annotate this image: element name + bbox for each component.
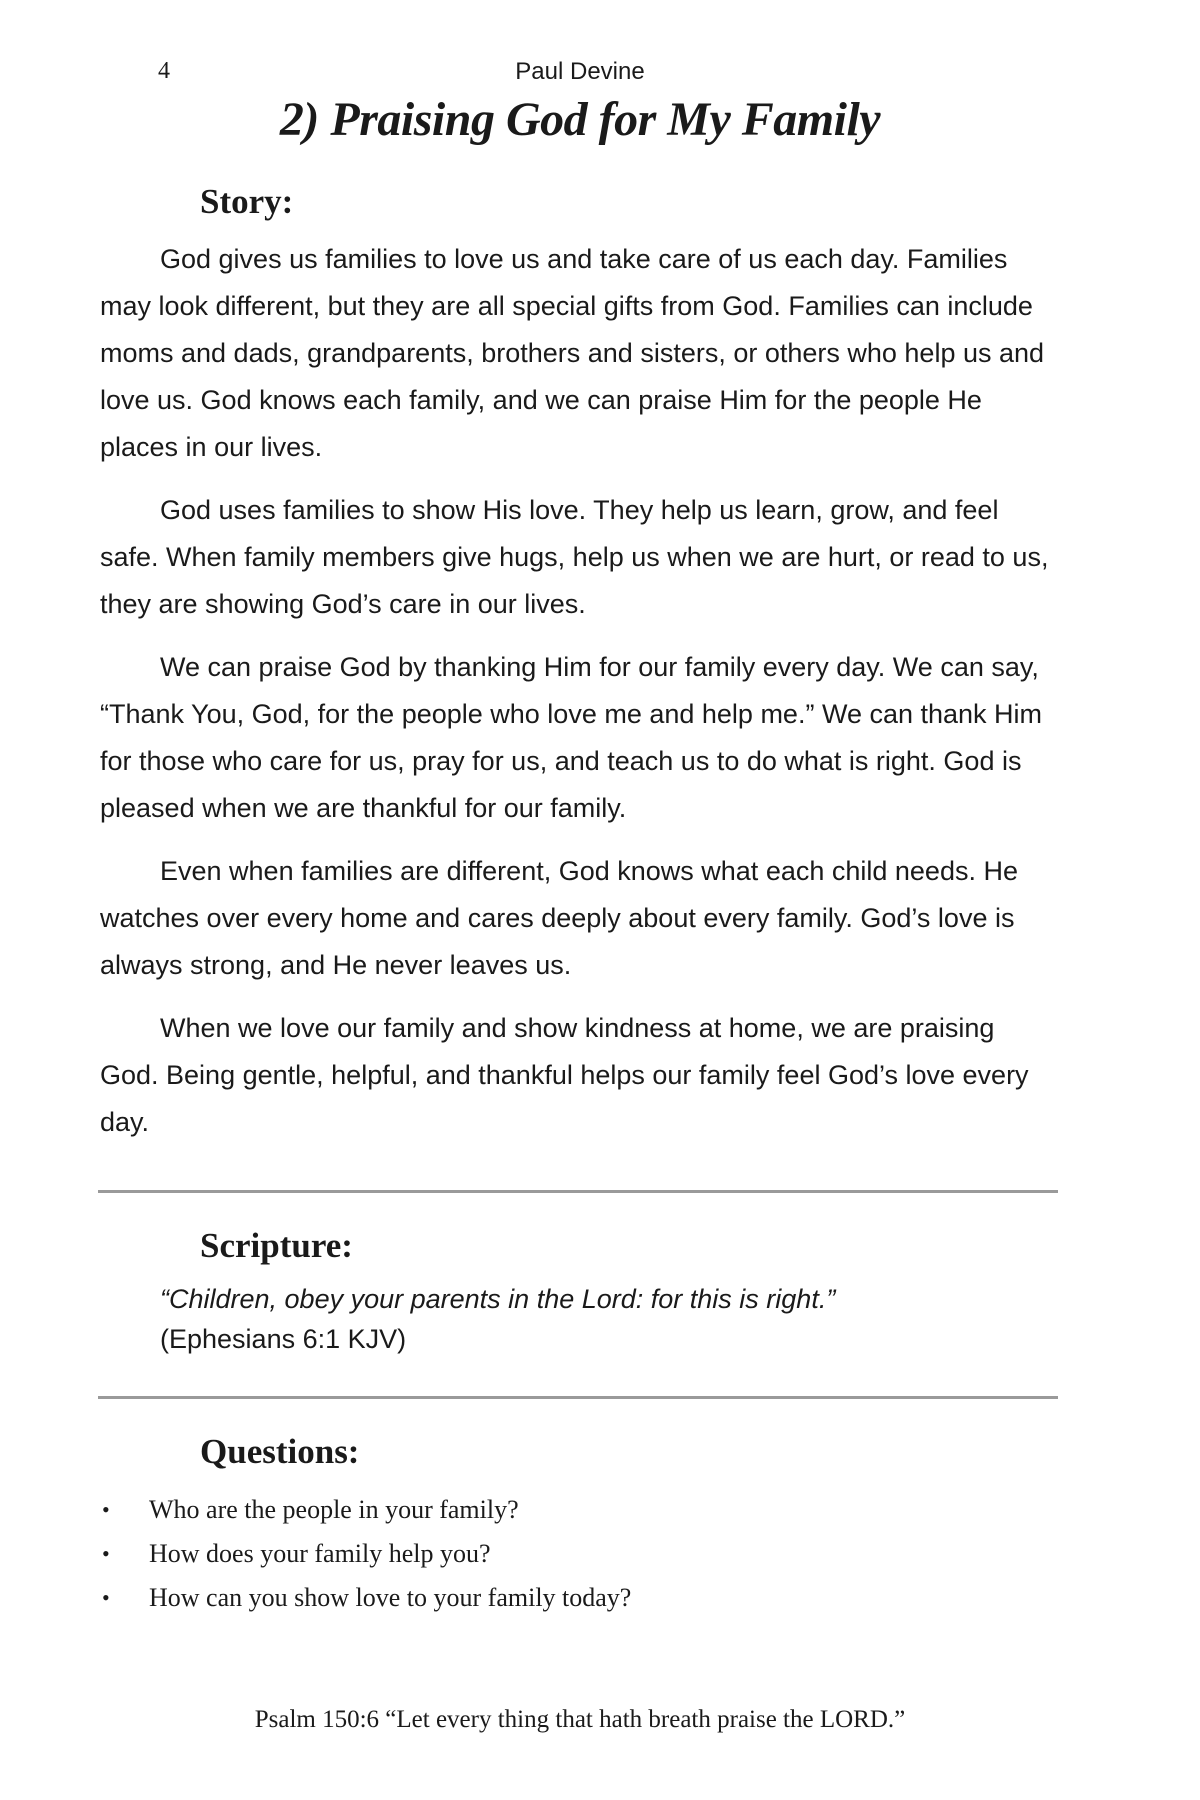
- chapter-title: 2) Praising God for My Family: [279, 93, 881, 146]
- footer-verse: Psalm 150:6 “Let every thing that hath breath praise the LORD.”: [254, 1706, 906, 1733]
- story-paragraph: God uses families to show His love. They help us learn, grow, and feel safe. When family members give hugs, help us when we are hurt, or read to us, they are showing God’s care in our lives.: [100, 495, 1049, 619]
- questions-list: [100, 1490, 1040, 1622]
- list-item: [100, 1578, 1040, 1622]
- story-paragraph: God gives us families to love us and take care of us each day. Families may look different, but they are all special gifts from God. Families can include moms and dads, grandparents, brothers and sisters, or others who help us and love us. God knows each family, and we can praise Him for the people He places in our lives.: [100, 244, 1045, 462]
- story-paragraph: Even when families are different, God knows what each child needs. He watches over every home and cares deeply about every family. God’s love is always strong, and He never leaves us.: [100, 856, 1018, 980]
- section-divider: [98, 1396, 1058, 1399]
- story-paragraph: When we love our family and show kindness at home, we are praising God. Being gentle, helpful, and thankful helps our family feel God’s love every day.: [100, 1013, 1029, 1137]
- bullet-icon: •: [102, 1585, 110, 1610]
- scripture-quote: “Children, obey your parents in the Lord: for this is right.”: [160, 1284, 836, 1314]
- running-header-author: Paul Devine: [515, 58, 645, 85]
- question-text: Who are the people in your family?: [149, 1495, 519, 1524]
- story-paragraph: We can praise God by thanking Him for our family every day. We can say, “Thank You, God, for the people who love me and help me.” We can thank Him for those who care for us, pray for us, and teach us to do what is right. God is pleased when we are thankful for our family.: [100, 652, 1043, 823]
- page-number: 4: [158, 58, 170, 84]
- section-divider: [98, 1190, 1058, 1193]
- question-text: How can you show love to your family today?: [149, 1583, 632, 1612]
- story-heading: Story:: [200, 182, 294, 221]
- story-body: [100, 236, 1060, 1162]
- bullet-icon: •: [102, 1541, 110, 1566]
- question-text: How does your family help you?: [149, 1539, 491, 1568]
- questions-heading: Questions:: [200, 1432, 360, 1471]
- scripture-reference: (Ephesians 6:1 KJV): [160, 1324, 407, 1354]
- bullet-icon: •: [102, 1497, 110, 1522]
- list-item: [100, 1534, 1040, 1578]
- list-item: [100, 1490, 1040, 1534]
- scripture-heading: Scripture:: [200, 1226, 353, 1265]
